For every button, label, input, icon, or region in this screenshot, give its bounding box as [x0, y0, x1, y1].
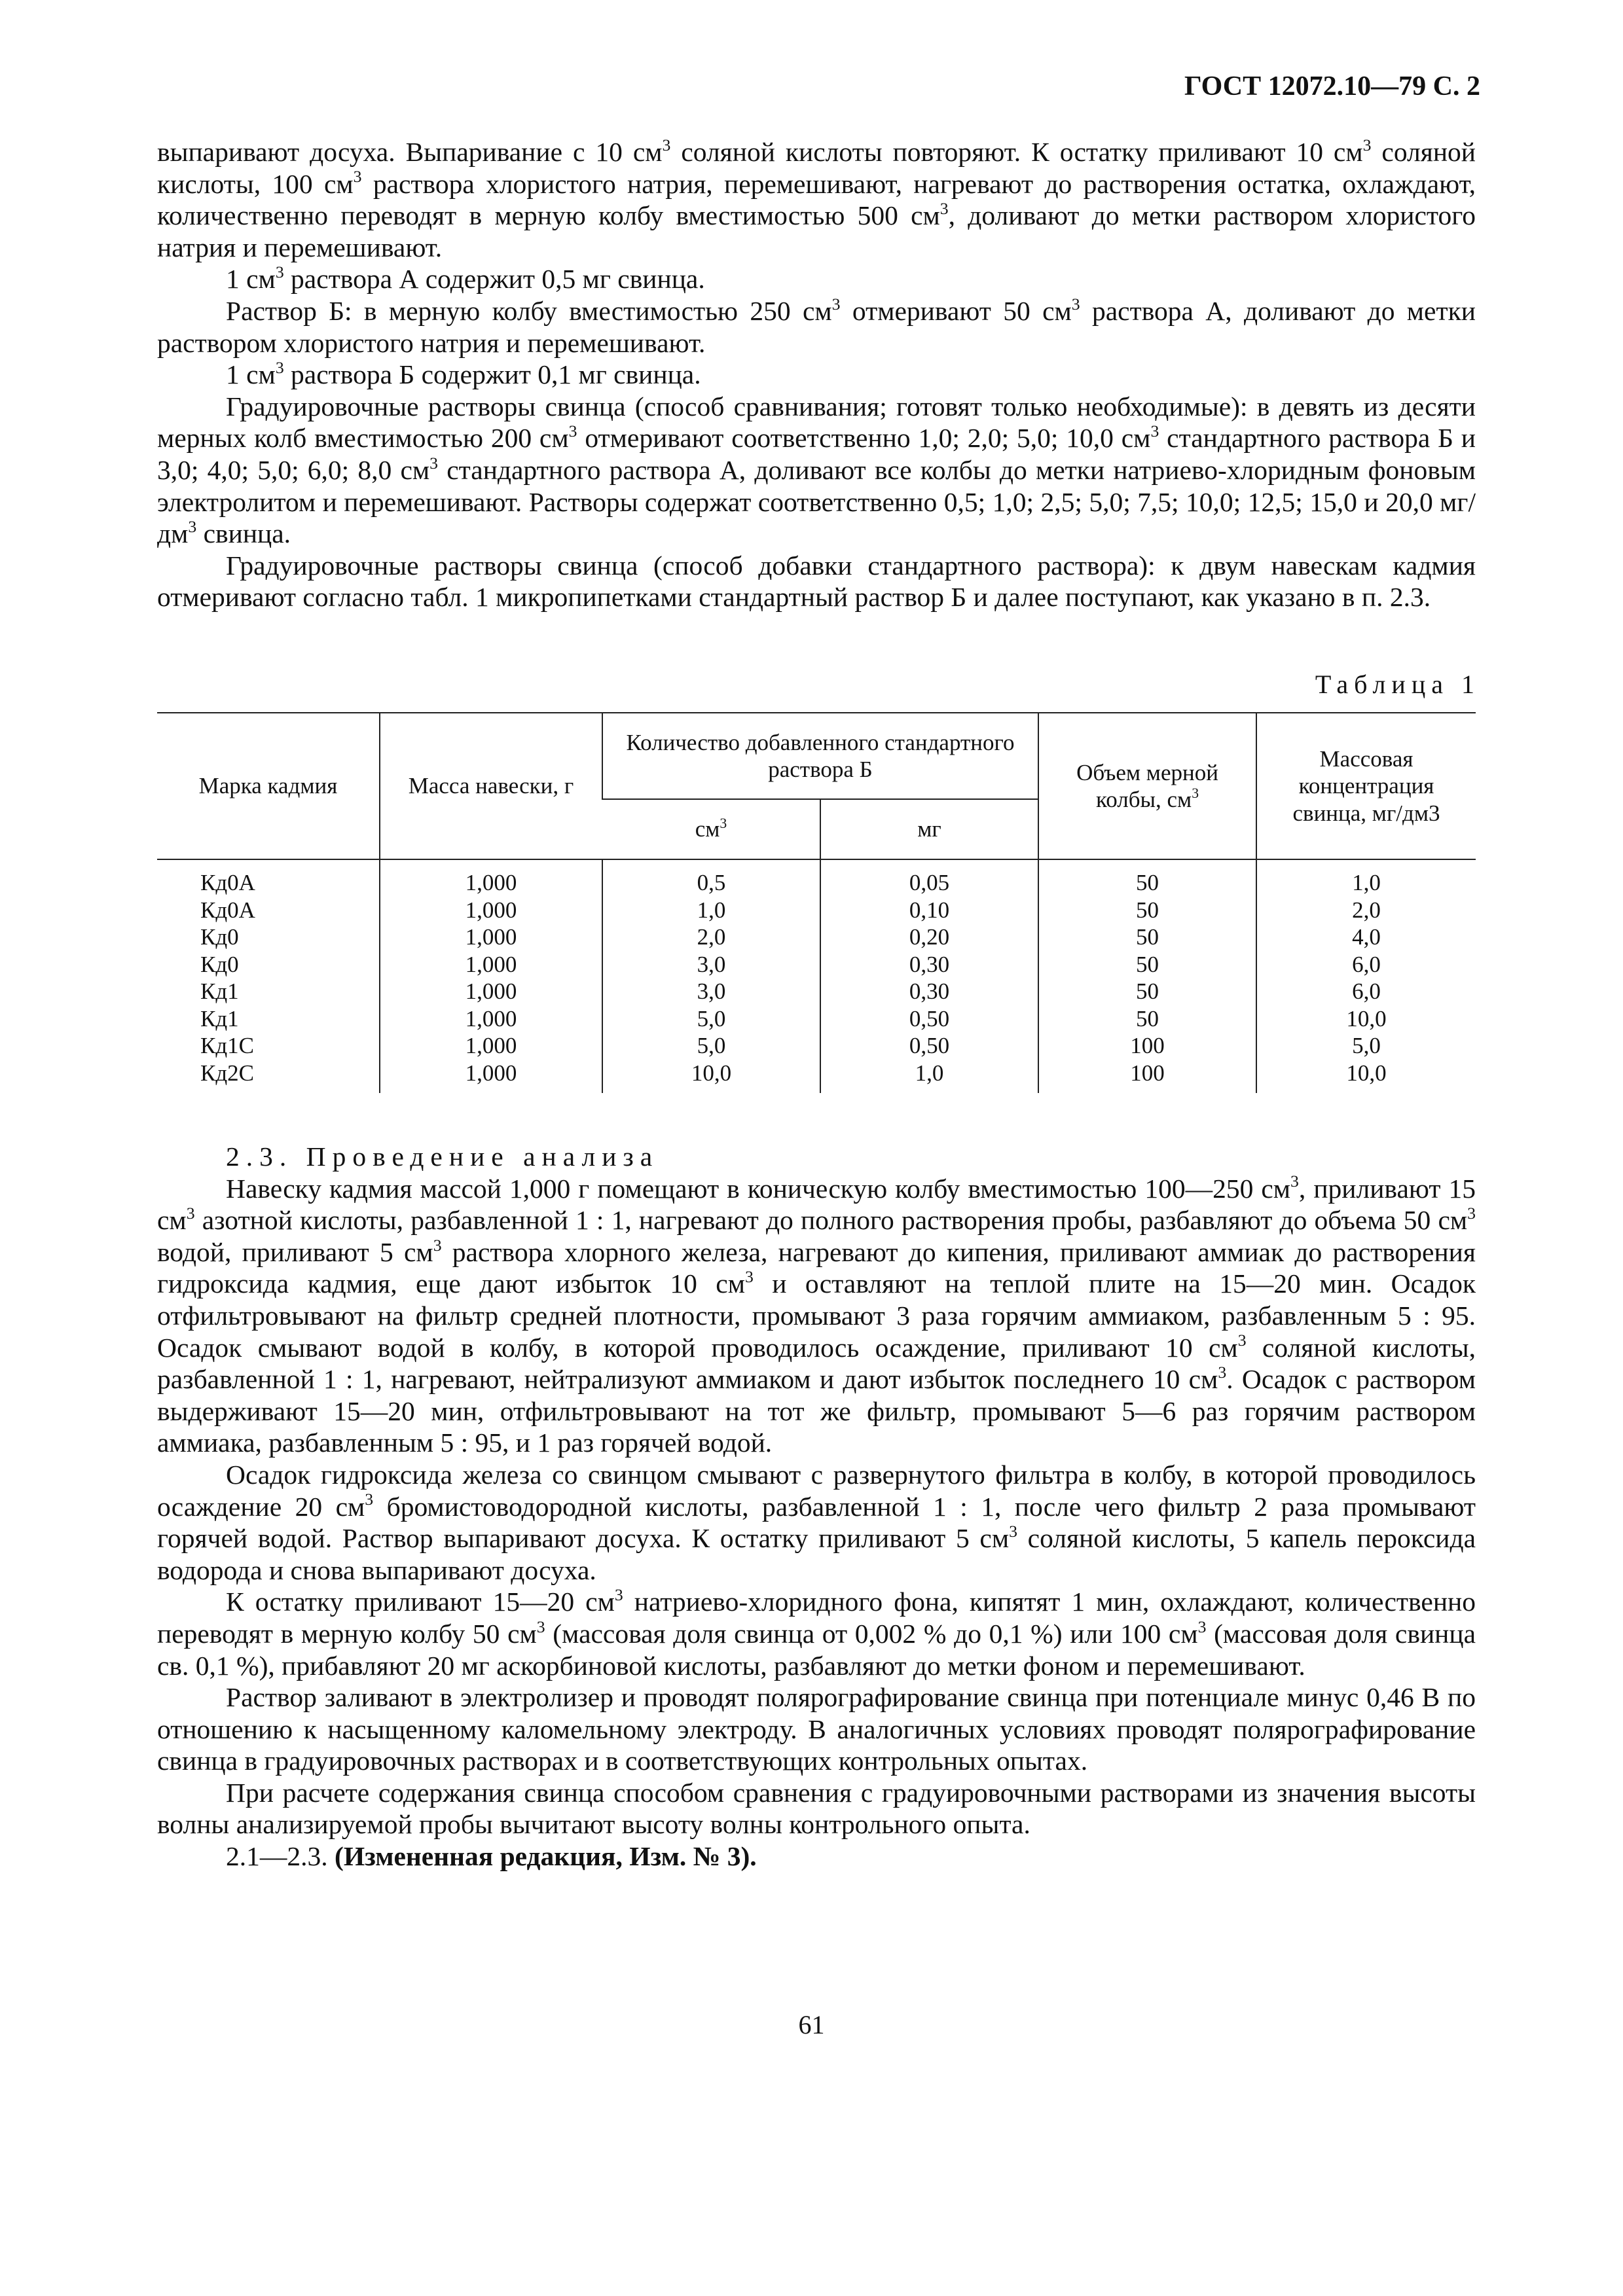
paragraph: При расчете содержания свинца способом сравнения с градуировочными растворами из значения высоты волны анализируемой пробы вычитают высоту волны контрольного опыта. — [157, 1777, 1476, 1840]
cell-concentration: 10,0 — [1256, 1060, 1476, 1094]
cell-volume: 100 — [1038, 1032, 1256, 1060]
paragraph: 1 $см^3$ раствора Б содержит 0,1 мг свинца. — [226, 358, 701, 390]
cell-concentration: 5,0 — [1256, 1032, 1476, 1060]
data-table — [157, 712, 1476, 1093]
paragraph: Градуировочные растворы свинца (способ сравнивания; готовят только необходимые): в девять из десяти мерных колб вместимостью 200 $см^3$ отмеривают соответственно 1,0; 2,0; 5,0; 10,0 $см^3$ стандартного раствора Б и 3,0; 4,0; 5,0; 6,0; 8,0 $см^3$ стандартного раствора А, доливают все колбы до метки натриево-хлоридным фоновым электролитом и перемешивают. Растворы содержат соответственно 0,5; 1,0; 2,5; 5,0; 7,5; 10,0; 12,5; 15,0 и 20,0 $мг/дм^3$ свинца. — [157, 391, 1476, 549]
header-added-cm3: $см^3$ — [602, 799, 820, 859]
cell-grade: Кд0 — [200, 924, 239, 950]
cell-volume: 50 — [1038, 859, 1256, 897]
cell-mass: 1,000 — [380, 897, 602, 924]
cell-added-cm3: 1,0 — [602, 897, 820, 924]
cell-concentration: 2,0 — [1256, 897, 1476, 924]
table-row — [157, 1060, 1476, 1094]
header-grade: Марка кадмия — [157, 713, 380, 859]
cell-grade: Кд0 — [200, 951, 239, 977]
intro-text — [157, 136, 1476, 613]
paragraph: Осадок гидроксида железа со свинцом смывают с развернутого фильтра в колбу, в которой проводилось осаждение 20 $см^3$ бромистоводородной кислоты, разбавленной 1 : 1, после чего фильтр 2 раза промывают горячей водой. Раствор выпаривают досуха. К остатку приливают 5 $см^3$ соляной кислоты, 5 капель пероксида водорода и снова выпаривают досуха. — [157, 1459, 1476, 1585]
table-row — [157, 1005, 1476, 1033]
table-row — [157, 1032, 1476, 1060]
cell-volume: 50 — [1038, 1005, 1256, 1033]
cell-concentration: 6,0 — [1256, 978, 1476, 1005]
cell-added-cm3: 10,0 — [602, 1060, 820, 1094]
cell-mass: 1,000 — [380, 1005, 602, 1033]
cell-volume: 50 — [1038, 951, 1256, 978]
cell-concentration: 10,0 — [1256, 1005, 1476, 1033]
header-concentration: Массовая концентрация свинца, мг/дм3 — [1256, 713, 1476, 859]
header-mass: Масса навески, г — [380, 713, 602, 859]
paragraph: Раствор Б: в мерную колбу вместимостью 250 $см^3$ отмеривают 50 $см^3$ раствора А, доливают до метки раствором хлористого натрия и перемешивают. — [157, 294, 1476, 358]
document-header: ГОСТ 12072.10—79 С. 2 — [1184, 71, 1480, 101]
header-added: Количество добавленного стандартного раствора Б — [602, 713, 1038, 799]
section-text — [157, 1141, 1476, 1873]
cell-volume: 50 — [1038, 924, 1256, 951]
paragraph: Раствор заливают в электролизер и проводят полярографирование свинца при потенциале минус 0,46 В по отношению к насыщенному каломельному электроду. В аналогичных условиях проводят полярографирование свинца в градуировочных растворах и в соответствующих контрольных опытах. — [157, 1682, 1476, 1776]
cell-added-cm3: 5,0 — [602, 1005, 820, 1033]
cell-added-cm3: 2,0 — [602, 924, 820, 951]
header-volume: Объем мерной колбы, $см^3$ — [1038, 713, 1256, 859]
cell-concentration: 1,0 — [1256, 859, 1476, 897]
table-row — [157, 859, 1476, 897]
cell-concentration: 6,0 — [1256, 951, 1476, 978]
cell-added-mg: 0,30 — [820, 978, 1038, 1005]
cell-volume: 100 — [1038, 1060, 1256, 1094]
cell-mass: 1,000 — [380, 924, 602, 951]
cell-added-mg: 1,0 — [820, 1060, 1038, 1094]
cell-mass: 1,000 — [380, 978, 602, 1005]
cell-added-mg: 0,20 — [820, 924, 1038, 951]
cell-added-cm3: 3,0 — [602, 951, 820, 978]
table-row — [157, 897, 1476, 924]
cell-mass: 1,000 — [380, 1032, 602, 1060]
cell-added-cm3: 3,0 — [602, 978, 820, 1005]
table-container — [157, 712, 1476, 1086]
page-number: 61 — [798, 2010, 825, 2039]
cell-added-mg: 0,10 — [820, 897, 1038, 924]
paragraph: выпаривают досуха. Выпаривание с 10 $см^3$ соляной кислоты повторяют. К остатку приливают 10 $см^3$ соляной кислоты, 100 $см^3$ раствора хлористого натрия, перемешивают, нагревают до растворения остатка, охлаждают, количественно переводят в мерную колбу вместимостью 500 $см^3$, доливают до метки раствором хлористого натрия и перемешивают. — [157, 135, 1476, 262]
table-caption: Таблица 1 — [1315, 670, 1480, 699]
cell-added-cm3: 0,5 — [602, 859, 820, 897]
paragraph: 1 $см^3$ раствора А содержит 0,5 мг свинца. — [226, 262, 705, 295]
cell-added-cm3: 5,0 — [602, 1032, 820, 1060]
header-added-mg: мг — [820, 799, 1038, 859]
cell-grade: Кд1С — [200, 1033, 254, 1058]
cell-added-mg: 0,50 — [820, 1032, 1038, 1060]
paragraph: Навеску кадмия массой 1,000 г помещают в коническую колбу вместимостью 100—250 $см^3$, приливают 15 $см^3$ азотной кислоты, разбавленной 1 : 1, нагревают до полного растворения пробы, разбавляют до объема 50 $см^3$ водой, приливают 5 $см^3$ раствора хлорного железа, нагревают до кипения, приливают аммиак до растворения гидроксида кадмия, еще дают избыток 10 $см^3$ и оставляют на теплой плите на 15—20 мин. Осадок отфильтровывают на фильтр средней плотности, промывают 3 раза горячим аммиаком, разбавленным 5 : 95. Осадок смывают водой в колбу, в которой проводилось осаждение, приливают 10 $см^3$ соляной кислоты, разбавленной 1 : 1, нагревают, нейтрализуют аммиаком и дают избыток последнего 10 $см^3$. Осадок с раствором выдерживают 15—20 мин, отфильтровывают на тот же фильтр, промывают 5—6 раз горячим раствором аммиака, разбавленным 5 : 95, и 1 раз горячей водой. — [157, 1172, 1476, 1458]
paragraph: К остатку приливают 15—20 $см^3$ натриево-хлоридного фона, кипятят 1 мин, охлаждают, количественно переводят в мерную колбу 50 $см^3$ (массовая доля свинца от 0,002 % до 0,1 %) или 100 $см^3$ (массовая доля свинца св. 0,1 %), прибавляют 20 мг аскорбиновой кислоты, разбавляют до метки фоном и перемешивают. — [157, 1585, 1476, 1681]
cell-added-mg: 0,30 — [820, 951, 1038, 978]
cell-volume: 50 — [1038, 897, 1256, 924]
table-body — [157, 859, 1476, 1093]
cell-mass: 1,000 — [380, 951, 602, 978]
cell-added-mg: 0,05 — [820, 859, 1038, 897]
cell-grade: Кд0А — [200, 870, 255, 895]
cell-grade: Кд1 — [200, 1005, 239, 1031]
cell-grade: Кд0А — [200, 897, 255, 923]
table-row — [157, 978, 1476, 1005]
cell-volume: 50 — [1038, 978, 1256, 1005]
cell-grade: Кд2С — [200, 1060, 254, 1086]
table-row — [157, 951, 1476, 978]
cell-mass: 1,000 — [380, 859, 602, 897]
cell-concentration: 4,0 — [1256, 924, 1476, 951]
cell-mass: 1,000 — [380, 1060, 602, 1094]
section-title: 2.3. Проведение анализа — [226, 1141, 659, 1172]
cell-added-mg: 0,50 — [820, 1005, 1038, 1033]
table-row — [157, 924, 1476, 951]
paragraph: Градуировочные растворы свинца (способ добавки стандартного раствора): к двум навескам кадмия отмеривают согласно табл. 1 микропипетками стандартный раствор Б и далее поступают, как указано в п. 2.3. — [157, 550, 1476, 613]
amendment-note: 2.1—2.3. (Измененная редакция, Изм. № 3). — [226, 1841, 757, 1872]
cell-grade: Кд1 — [200, 978, 239, 1004]
